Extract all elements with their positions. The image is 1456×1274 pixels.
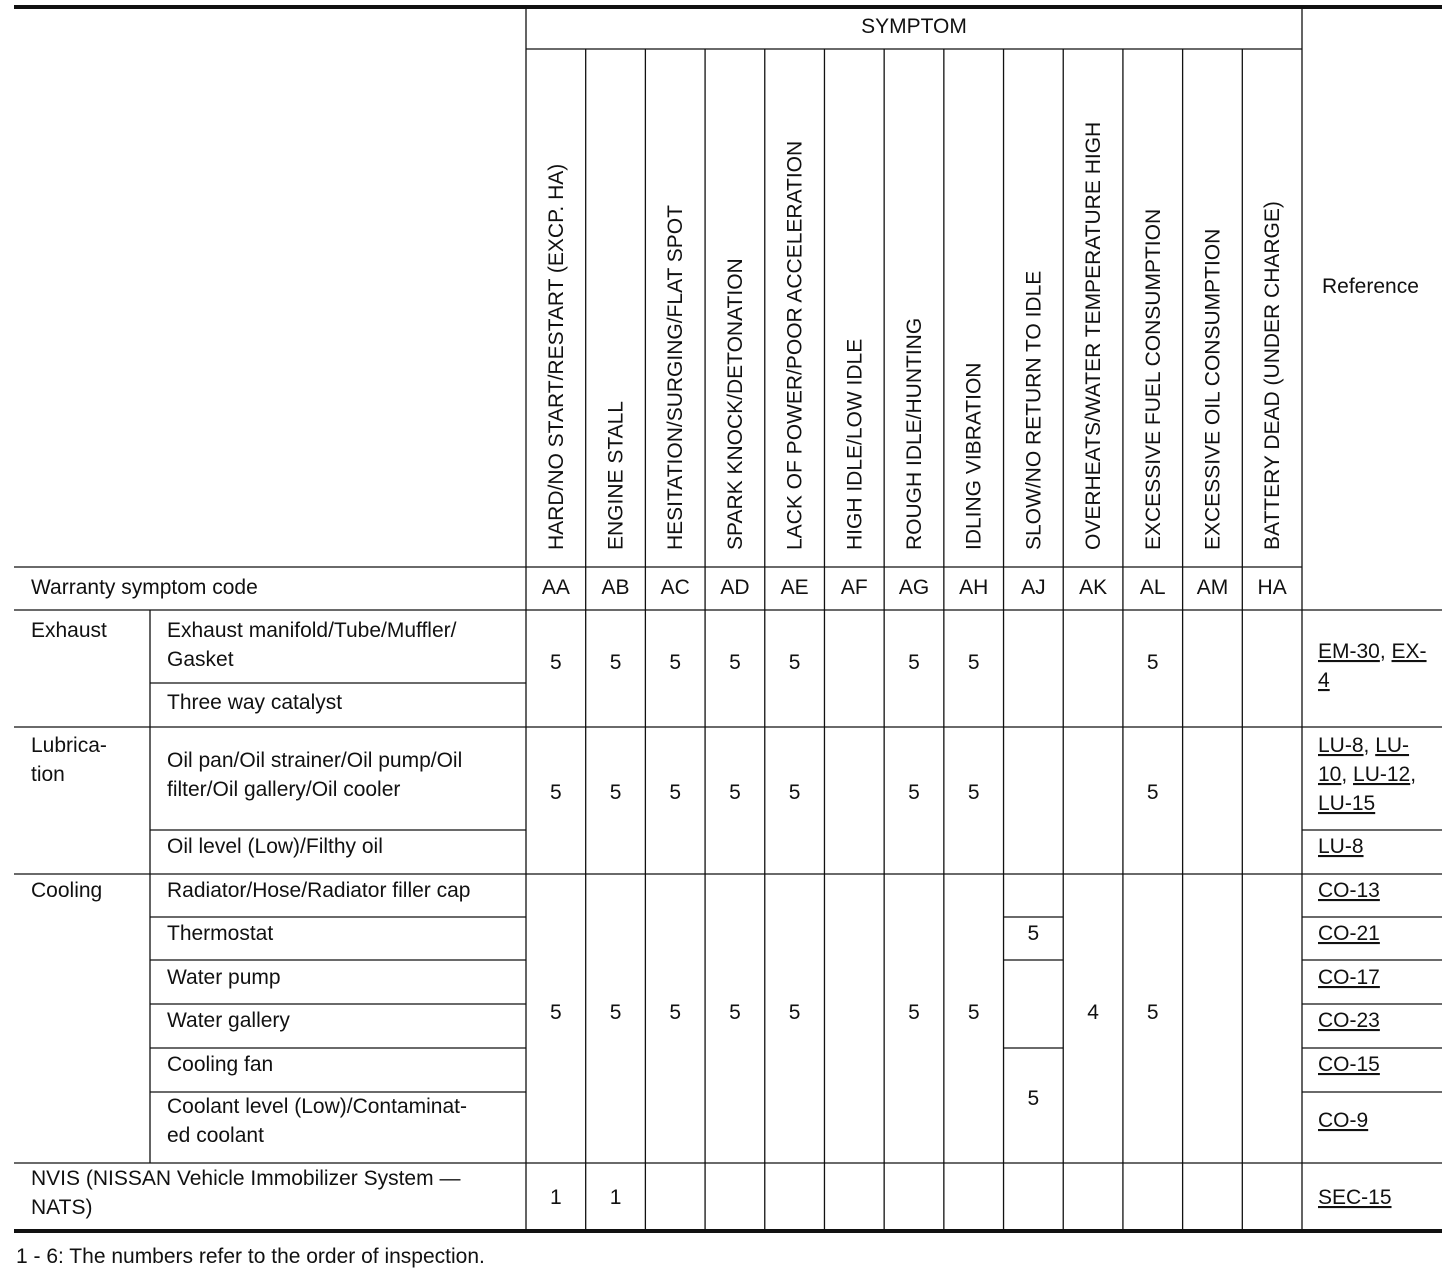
reference-link[interactable]: LU-8	[1318, 835, 1364, 858]
reference-header: Reference	[1322, 275, 1419, 298]
value-cell: 5	[908, 651, 920, 674]
symptom-name: BATTERY DEAD (UNDER CHARGE)	[1261, 201, 1285, 550]
value-cell: 5	[1027, 922, 1040, 945]
group-name: Lubrica-	[31, 734, 107, 757]
value-cell: 5	[609, 781, 622, 804]
symptom-name: SLOW/NO RETURN TO IDLE	[1022, 270, 1046, 550]
warranty-code: HA	[1257, 576, 1287, 599]
warranty-code: AF	[840, 576, 868, 599]
reference-link[interactable]: LU-15	[1318, 792, 1376, 815]
group-name: Exhaust	[31, 619, 107, 642]
value-cell: 1	[609, 1186, 622, 1209]
item-name: Gasket	[167, 648, 234, 671]
reference-link[interactable]: CO-23	[1318, 1009, 1380, 1032]
symptom-name: HESITATION/SURGING/FLAT SPOT	[664, 205, 688, 550]
item-name: Water pump	[167, 966, 281, 989]
symptom-title: SYMPTOM	[861, 15, 967, 38]
warranty-code: AL	[1139, 576, 1166, 599]
symptom-name: ROUGH IDLE/HUNTING	[903, 317, 926, 550]
reference-link[interactable]: LU-8, LU-	[1318, 734, 1410, 757]
value-cell: 5	[1146, 781, 1159, 804]
value-cell: 5	[729, 781, 741, 804]
value-cell: 5	[788, 651, 801, 674]
symptom-name: EXCESSIVE FUEL CONSUMPTION	[1141, 208, 1165, 550]
value-cell: 5	[729, 1001, 741, 1024]
reference-link[interactable]: CO-17	[1318, 966, 1380, 989]
value-cell: 5	[1146, 651, 1159, 674]
warranty-code: AC	[660, 576, 690, 599]
item-name: Coolant level (Low)/Contaminat-	[167, 1095, 467, 1118]
value-cell: 4	[1087, 1001, 1099, 1024]
value-cell: 5	[908, 781, 920, 804]
reference-link[interactable]: SEC-15	[1318, 1186, 1392, 1209]
symptom-name: LACK OF POWER/POOR ACCELERATION	[783, 140, 807, 550]
reference-link[interactable]: 4	[1318, 669, 1330, 692]
group-name: tion	[31, 763, 65, 786]
value-cell: 5	[967, 1001, 980, 1024]
item-name: Thermostat	[167, 922, 274, 945]
value-cell: 5	[729, 651, 741, 674]
group-name: Cooling	[31, 879, 103, 902]
value-cell: 5	[669, 651, 682, 674]
reference-link[interactable]: CO-13	[1318, 879, 1380, 902]
warranty-code: AH	[959, 576, 989, 599]
value-cell: 5	[788, 781, 801, 804]
value-cell: 5	[550, 1001, 562, 1024]
reference-link[interactable]: CO-9	[1318, 1109, 1369, 1132]
value-cell: 5	[669, 781, 682, 804]
value-cell: 5	[669, 1001, 682, 1024]
warranty-code: AD	[720, 576, 750, 599]
value-cell: 5	[967, 781, 980, 804]
warranty-label: Warranty symptom code	[31, 576, 258, 599]
warranty-code: AE	[780, 576, 809, 599]
symptom-name: HARD/NO START/RESTART (EXCP. HA)	[544, 163, 568, 550]
reference-link[interactable]: CO-15	[1318, 1053, 1380, 1076]
value-cell: 5	[1146, 1001, 1159, 1024]
group-name: NATS)	[31, 1196, 93, 1219]
value-cell: 5	[609, 1001, 622, 1024]
value-cell: 5	[788, 1001, 801, 1024]
warranty-code: AG	[898, 576, 930, 599]
item-name: Water gallery	[167, 1009, 290, 1032]
reference-link[interactable]: 10, LU-12,	[1318, 763, 1417, 786]
item-name: Cooling fan	[167, 1053, 274, 1076]
item-name: Exhaust manifold/Tube/Muffler/	[167, 619, 457, 642]
item-name: Radiator/Hose/Radiator filler cap	[167, 879, 471, 902]
reference-link[interactable]: EM-30, EX-	[1318, 640, 1427, 663]
value-cell: 5	[609, 651, 622, 674]
symptom-name: IDLING VIBRATION	[962, 362, 986, 550]
group-name: NVIS (NISSAN Vehicle Immobilizer System —	[31, 1167, 461, 1190]
value-cell: 1	[550, 1186, 562, 1209]
value-cell: 5	[1027, 1087, 1040, 1110]
value-cell: 5	[967, 651, 980, 674]
item-name: ed coolant	[167, 1124, 264, 1147]
warranty-code: AB	[601, 576, 630, 599]
item-name: Oil pan/Oil strainer/Oil pump/Oil	[167, 749, 463, 772]
symptom-name: EXCESSIVE OIL CONSUMPTION	[1201, 228, 1225, 550]
footnote: 1 - 6: The numbers refer to the order of inspection.	[16, 1245, 485, 1268]
item-name: Three way catalyst	[167, 691, 343, 714]
reference-link[interactable]: CO-21	[1318, 922, 1380, 945]
warranty-code: AK	[1079, 576, 1108, 599]
symptom-name: HIGH IDLE/LOW IDLE	[843, 338, 867, 550]
item-name: Oil level (Low)/Filthy oil	[167, 835, 383, 858]
symptom-name: SPARK KNOCK/DETONATION	[723, 258, 747, 550]
value-cell: 5	[550, 781, 562, 804]
warranty-code: AA	[541, 576, 570, 599]
item-name: filter/Oil gallery/Oil cooler	[167, 778, 401, 801]
symptom-name: ENGINE STALL	[604, 401, 628, 550]
warranty-code: AJ	[1021, 576, 1046, 599]
value-cell: 5	[908, 1001, 920, 1024]
value-cell: 5	[550, 651, 562, 674]
warranty-code: AM	[1196, 576, 1229, 599]
symptom-name: OVERHEATS/WATER TEMPERATURE HIGH	[1082, 121, 1106, 550]
